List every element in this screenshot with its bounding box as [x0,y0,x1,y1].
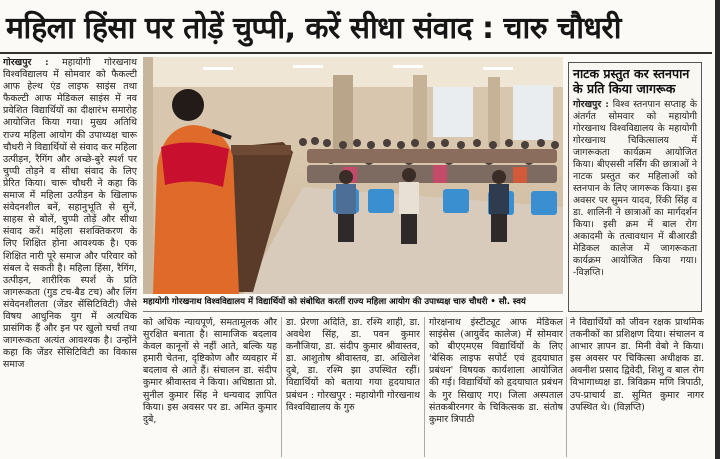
article-column-1 [3,57,137,457]
sidebar-body: विश्व स्तनपान सप्ताह के अंतर्गत सोमवार को महायोगी गोरखनाथ विश्वविद्यालय के महायोगी गोरखनाथ चिकित्सालय में जागरूकता कार्यक्रम आयोजित किया। बीएससी नर्सिंग की छात्राओं ने नाटक प्रस्तुत कर महिलाओं को स्तनपान के लिए जागरूक किया। इस अवसर पर सुमन यादव, रिंकी सिंह व डा. शालिनी ने छात्राओं का मार्गदर्शन किया। इसी क्रम में बाल रोग अकादमी के तत्वावधान में बीआरडी मेडिकल कालेज में जागरूकता कार्यक्रम आयोजित किया गया। -विज्ञप्ति। [573,99,697,278]
headline: महिला हिंसा पर तोड़ें चुप्पी, करें सीधा संवाद : चारु चौधरी [6,10,621,46]
dateline: गोरखपुर : [3,57,49,68]
event-photo [143,57,563,294]
event-photo-illustration [143,57,563,294]
headline-rule [0,52,712,54]
caption-rule [143,311,563,312]
article-text: गोरक्षनाथ इंस्टीट्यूट आफ मेडिकल साइंसेस (आयुर्वेद कालेज) में सोमवार को बीएएमएस विद्यार्थियों के लिए 'बेसिक लाइफ सपोर्ट एवं हृदयाघात प्रबंधन' विषयक कार्यशाला आयोजित की गई। विद्यार्थियों को हृदयाघात प्रबंधन के गुर सिखाए गए। जिला अस्पताल संतकबीरनगर के चिकित्सक डा. संतोष कुमार त्रिपाठी [429,317,563,425]
article-column-2 [143,317,277,457]
column-divider [566,317,567,457]
sidebar-dateline: गोरखपुर : [573,99,609,110]
column-divider [281,317,282,457]
sidebar-headline: नाटक प्रस्तुत कर स्तनपान के प्रति किया जागरूक [573,66,690,96]
page-edge [715,0,720,459]
article-text: को अधिक न्यायपूर्ण, समतामूलक और सुरक्षित बनाता है। सामाजिक बदलाव केवल कानूनों से नहीं आते, बल्कि यह हमारी चेतना, दृष्टिकोण और व्यवहार में बदलाव से आते हैं। संचालन डा. संदीप कुमार श्रीवास्तव ने किया। अधिष्ठाता प्रो. सुनील कुमार सिंह ने धन्यवाद ज्ञापित किया। इस अवसर पर डा. अमित कुमार दुबे, [143,317,277,425]
sidebar-text [573,99,697,279]
article-text: महायोगी गोरखनाथ विश्वविद्यालय में सोमवार को फैकल्टी आफ हेल्थ एंड लाइफ साइंस तथा फैकल्टी आफ मेडिकल साइंस में नव प्रवेशित विद्यार्थियों का दीक्षारंभ समारोह आयोजित किया गया। मुख्य अतिथि राज्य महिला आयोग की उपाध्यक्ष चारू चौधरी ने विद्यार्थियों से संवाद कर महिला उत्पीड़न, रैगिंग और अच्छे-बुरे स्पर्श पर चुप्पी तोड़ने व सीधा संवाद के लिए प्रेरित किया। चारू चौधरी ने कहा कि समाज में महिला उत्पीड़न के खिलाफ संवेदनशील बनें, सहानुभूति से सुनें, साहस से बोलें, चुप्पी तोड़ें और सीधा संवाद करें। महिला सशक्तिकरण के लिए शिक्षित होना आवश्यक है। एक शिक्षित नारी पूरे समाज और परिवार को संबल दे सकती है। महिला हिंसा, रैगिंग, उत्पीड़न, शारीरिक स्पर्श के प्रति जागरूकता (गुड टच-बैड टच) और लिंग संवेदनशीलता (जेंडर सेंसिटिविटी) जैसे विषय आधुनिक युग में अत्यधिक प्रासंगिक हैं और इन पर खुलो चर्चा तथा जागरूकता अत्यंत आवश्यक है। उन्होंने कहा कि जेंडर सेंसिटिविटी का विकास समाज [3,57,137,371]
column-divider [424,317,425,457]
article-column-4 [429,317,563,457]
photo-caption: महायोगी गोरखनाथ विश्वविद्यालय में विद्यार्थियों को संबोधित करतीं राज्य महिला आयोग की उपाध्यक्ष चारु चौधरी • सौ. स्वयं [143,297,526,307]
sidebar-news-box [568,62,702,312]
article-column-5 [570,317,704,457]
article-column-3 [286,317,420,457]
article-text: ने विद्यार्थियों को जीवन रक्षक प्राथमिक तकनीकों का प्रशिक्षण दिया। संचालन व आभार ज्ञापन डा. मिनी वेबो ने किया। इस अवसर पर चिकित्सा अधीक्षक डा. अवनीश प्रसाद द्विवेदी, शिशु व बाल रोग विभागाध्यक्ष डा. त्रिविक्रम मणि त्रिपाठी, उप-प्राचार्य डा. सुमित कुमार नागर उपस्थित थे। (विज्ञप्ति) [570,317,704,413]
article-text: डा. प्रेरणा अदिति, डा. रश्मि शाही, डा. अवधेश सिंह, डा. पवन कुमार कनौजिया, डा. संदीप कुमार श्रीवास्तव, डा. आशुतोष श्रीवास्तव, डा. अखिलेश दुबे, डा. रश्मि झा उपस्थित रहीं। विद्यार्थियों को बताया गया हृदयाघात प्रबंधन : गोरखपुर : महायोगी गोरखनाथ विश्वविद्यालय के गुरु [286,317,420,413]
